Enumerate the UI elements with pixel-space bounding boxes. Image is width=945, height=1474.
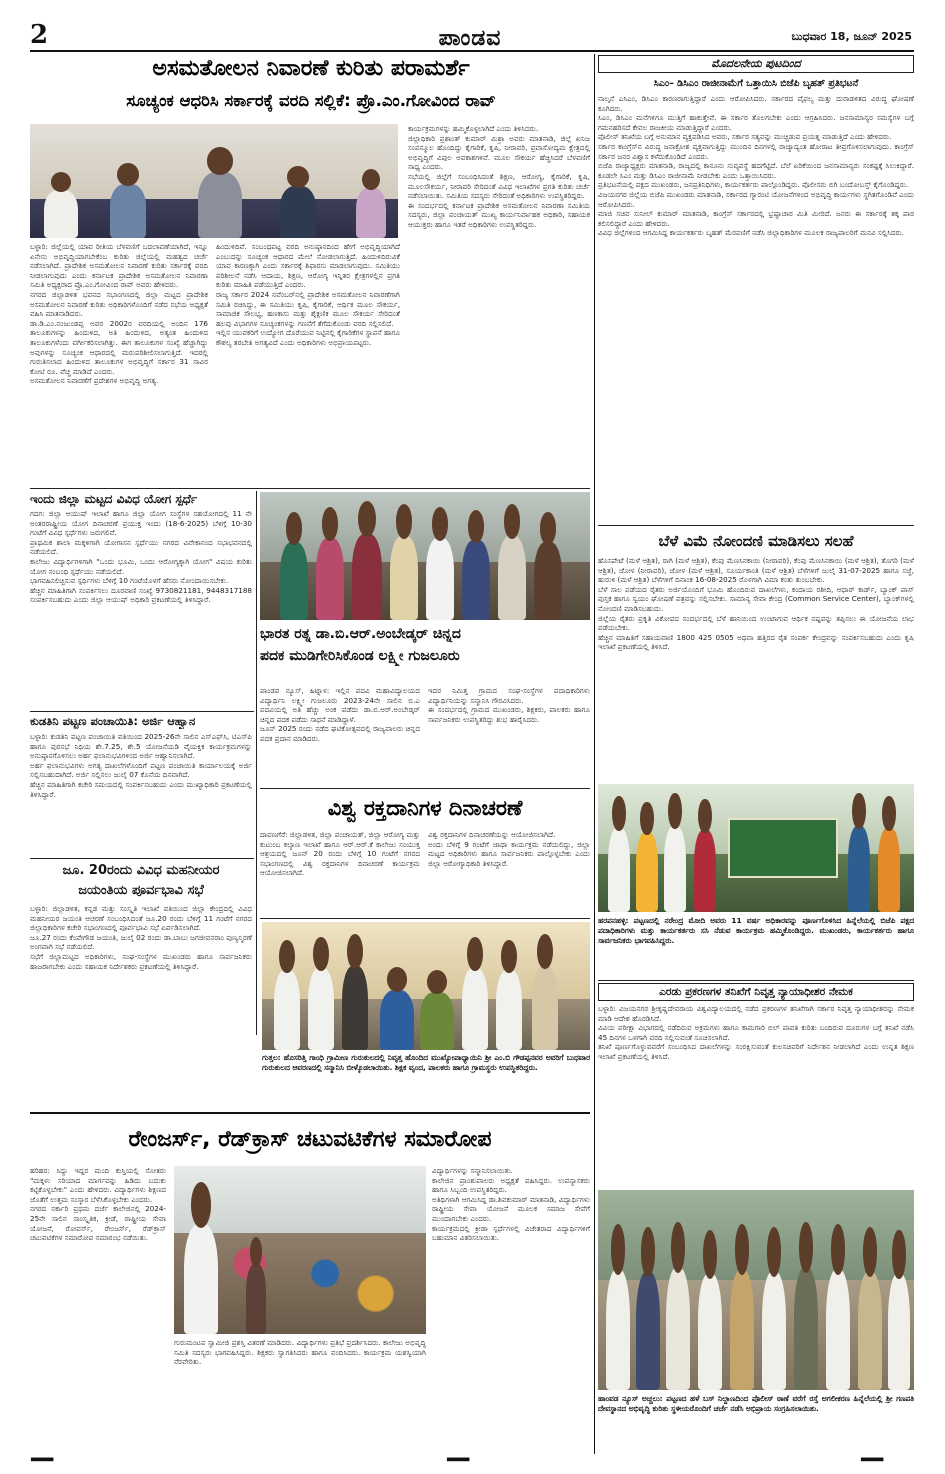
masthead: ಪಾಂಡವ [438,26,502,51]
rangers-body-bottom: ಗುರುಮಂಟಪ ಸ್ವಾಮೀಜಿ ಪ್ರಶಸ್ತಿ ವಿತರಣೆ ಮಾಡಿದರು. ವಿದ್ಯಾರ್ಥಿಗಳು ಪ್ರತಿಭೆ ಪ್ರದರ್ಶಿಸಿದರು. ಕಾಲೇಜು ಅಭಿವೃದ್ಧಿ ಸಮಿತಿ ಸದಸ್ಯರು ಭಾಗವಹಿಸಿದ್ದರು. ಶಿಕ್ಷಕರು ಸ್ವಾಗತಿಸಿದರು ಹಾಗೂ ವಂದಿಸಿದರು. ಕಾರ್ಯಕ್ರಮ ಯಶಸ್ವಿಯಾಗಿ ನೆರವೇರಿತು. [174,1338,426,1367]
lead-body-left: ಬಳ್ಳಾರಿ: ಜಿಲ್ಲೆಯಲ್ಲಿ ಯಾವ ರೀತಿಯ ಬೆಳವಣಿಗೆ ಬದಲಾವಣೆಯಾಗಿದೆ, ಇನ್ನೂ ಏನೇನು ಅಭಿವೃದ್ಧಿಯಾಗಬೇಕೆಂಬ ಕುರಿತು ಜಿಲ್ಲೆಯಲ್ಲಿ ಮಹತ್ವದ ಚರ್ಚೆ ನಡೆಸಲಾಗಿದೆ. ಪ್ರಾದೇಶಿಕ ಅಸಮತೋಲನ ನಿವಾರಣೆ ಕುರಿತು ಸರ್ಕಾರಕ್ಕೆ ವರದಿ ನೀಡಲಾಗುವುದು ಎಂದು ಕರ್ನಾಟಕ ಪ್ರಾದೇಶಿಕ ಅಸಮತೋಲನ ನಿವಾರಣಾ ಸಮಿತಿ ಅಧ್ಯಕ್ಷರಾದ ಪ್ರೊ.ಎಂ.ಗೋವಿಂದ ರಾವ್ ಅವರು ಹೇಳಿದರು. ನಗರದ ಜಿಲ್ಲಾಡಳಿತ ಭವನದ ಸಭಾಂಗಣದಲ್ಲಿ ಜಿಲ್ಲಾ ಮಟ್ಟದ ಪ್ರಾದೇಶಿಕ ಅಸಮತೋಲನ ನಿವಾರಣೆ ಕುರಿತು ಅಧಿಕಾರಿಗಳೊಂದಿಗೆ ನಡೆದ ಸಭೆಯ ಅಧ್ಯಕ್ಷತೆ ವಹಿಸಿ ಮಾತನಾಡಿದರು. ಡಾ.ಡಿ.ಎಂ.ನಂಜುಂಡಪ್ಪ ಅವರ 2002ರ ವರದಿಯಲ್ಲಿ ಅಂದಿನ 176 ತಾಲೂಕುಗಳನ್ನು ಹಿಂದುಳಿದ, ಅತಿ ಹಿಂದುಳಿದ, ಅತ್ಯಂತ ಹಿಂದುಳಿದ ತಾಲೂಕುಗಳೆಂದು ವರ್ಗೀಕರಿಸಲಾಗಿತ್ತು. ಈಗ ತಾಲೂಕುಗಳ ಸಂಖ್ಯೆ ಹೆಚ್ಚಾಗಿದ್ದು ಅವುಗಳನ್ನು ಸೂಚ್ಯಂಕ ಆಧಾರದಲ್ಲಿ ಮರುಪರಿಶೀಲಿಸಲಾಗುತ್ತಿದೆ. ಇದರಲ್ಲಿ ಗುರುತಿಸಲಾದ ಹಿಂದುಳಿದ ತಾಲೂಕುಗಳ ಅಭಿವೃದ್ಧಿಗೆ ಸರ್ಕಾರ 31 ಸಾವಿರ ಕೋಟಿ ರೂ. ವೆಚ್ಚ ಮಾಡಿದೆ ಎಂದರು. ಅಸಮತೋಲನ ನಿವಾರಣೆಗೆ ಪ್ರದೇಶಗಳ ಅಭಿವೃದ್ಧಿ ಅಗತ್ಯ. [30,242,208,386]
ambedkar-rule [260,788,590,789]
kudatini-body: ಬಳ್ಳಾರಿ: ಕುಡತಿನಿ ಪಟ್ಟಣ ಪಂಚಾಯಿತಿ ವತಿಯಿಂದ 2025-26ನೇ ಸಾಲಿನ ಎಸ್‌ಎಫ್‌ಸಿ, ಟಿಎಸ್‌ಪಿ ಹಾಗೂ ಪುರಸಭೆ ನಿಧಿಯ ಶೇ.7.25, ಶೇ.5 ಯೋಜನೆಯಡಿ ವೈಯಕ್ತಿಕ ಕಾರ್ಯಕ್ರಮಗಳನ್ನು ಅನುಷ್ಠಾನಗೊಳಿಸಲು ಅರ್ಹ ಫಲಾನುಭವಿಗಳಿಂದ ಅರ್ಜಿ ಆಹ್ವಾನಿಸಲಾಗಿದೆ. ಅರ್ಹ ಫಲಾನುಭವಿಗಳು ಅಗತ್ಯ ದಾಖಲೆಗಳೊಂದಿಗೆ ಪಟ್ಟಣ ಪಂಚಾಯಿತಿ ಕಾರ್ಯಾಲಯಕ್ಕೆ ಅರ್ಜಿ ಸಲ್ಲಿಸಬಹುದಾಗಿದೆ. ಅರ್ಜಿ ಸಲ್ಲಿಸಲು ಜುಲೈ 07 ಕೊನೆಯ ದಿನವಾಗಿದೆ. ಹೆಚ್ಚಿನ ಮಾಹಿತಿಗಾಗಿ ಕಚೇರಿ ಸಮಯದಲ್ಲಿ ಸಂಪರ್ಕಿಸಬಹುದು ಎಂದು ಮುಖ್ಯಾಧಿಕಾರಿ ಪ್ರಕಟಣೆಯಲ್ಲಿ ತಿಳಿಸಿದ್ದಾರೆ. [30,732,252,799]
lead-subheadline: ಸೂಚ್ಯಂಕ ಆಧರಿಸಿ ಸರ್ಕಾರಕ್ಕೆ ವರದಿ ಸಲ್ಲಿಕೆ: ಪ್ರೊ.ಎಂ.ಗೋವಿಂದ ರಾವ್ [126,91,496,110]
jayanti-body: ಬಳ್ಳಾರಿ: ಜಿಲ್ಲಾಡಳಿತ, ಕನ್ನಡ ಮತ್ತು ಸಂಸ್ಕೃತಿ ಇಲಾಖೆ ವತಿಯಿಂದ ಜಿಲ್ಲಾ ಕೇಂದ್ರದಲ್ಲಿ ವಿವಿಧ ಮಹನೀಯರ ಜಯಂತಿ ಆಚರಣೆ ಸಂಬಂಧಿಸಿದಂತೆ ಜೂ.20 ರಂದು ಬೆಳಿಗ್ಗೆ 11 ಗಂಟೆಗೆ ನಗರದ ಜಿಲ್ಲಾಧಿಕಾರಿಗಳ ಕಚೇರಿ ಸಭಾಂಗಣದಲ್ಲಿ ಪೂರ್ವಭಾವಿ ಸಭೆ ಏರ್ಪಡಿಸಲಾಗಿದೆ. ಜೂ.27 ರಂದು ಕೆಂಪೇಗೌಡ ಜಯಂತಿ, ಜುಲೈ 02 ರಂದು ಡಾ.ಬಾಬು ಜಗಜೀವನರಾಂ ಪುಣ್ಯಸ್ಮರಣೆ ಅಂಗವಾಗಿ ಸಭೆ ನಡೆಯಲಿದೆ. ಸಭೆಗೆ ಜಿಲ್ಲಾಮಟ್ಟದ ಅಧಿಕಾರಿಗಳು, ಸಂಘ-ಸಂಸ್ಥೆಗಳ ಮುಖಂಡರು ಹಾಗೂ ಸಾರ್ವಜನಿಕರು ಹಾಜರಾಗಬೇಕು ಎಂದು ಸಹಾಯಕ ನಿರ್ದೇಶಕರು ಪ್ರಕಟಣೆಯಲ್ಲಿ ತಿಳಿಸಿದ್ದಾರೆ. [30,904,252,971]
yoga-rule [30,711,254,712]
lead-body-middle: ಹಿಂದುಳಿದಿವೆ. ಸಂಬಂಧಪಟ್ಟ ವರದಿ ಅನುಷ್ಠಾನದಿಂದ ಹೇಗೆ ಅಭಿವೃದ್ಧಿಯಾಗಿದೆ ಎಂಬುದನ್ನು ಸೂಚ್ಯಂಕ ಆಧಾರದ ಮೇಲೆ ನೋಡಲಾಗುತ್ತಿದೆ. ಹಿಂದುಳಿದಿರುವಿಕೆ ಯಾವ ಕಾರಣಕ್ಕಾಗಿ ಎಂದು ಸರ್ಕಾರಕ್ಕೆ ಶಿಫಾರಸು ಮಾಡಲಾಗುವುದು. ಸಮಿತಿಯು ಪರಿಶೀಲನೆ ನಡೆಸಿ ಆದಾಯ, ಶಿಕ್ಷಣ, ಆರೋಗ್ಯ ಇನ್ನಿತರ ಕ್ಷೇತ್ರಗಳಲ್ಲಿನ ಪ್ರಗತಿ ಕುರಿತು ಮಾಹಿತಿ ಪಡೆಯುತ್ತಿದೆ ಎಂದರು. ರಾಜ್ಯ ಸರ್ಕಾರ 2024 ನವೆಂಬರ್‌ನಲ್ಲಿ ಪ್ರಾದೇಶಿಕ ಅಸಮತೋಲನ ನಿವಾರಣೆಗಾಗಿ ಸಮಿತಿ ರಚಿಸಿದ್ದು, ಈ ಸಮಿತಿಯು ಕೃಷಿ, ಕೈಗಾರಿಕೆ, ಆರ್ಥಿಕ ಮೂಲ ಸೌಕರ್ಯ, ಸಾಮಾಜಿಕ ಸೌಲಭ್ಯ, ಹಣಕಾಸು ಮತ್ತು ಶೈಕ್ಷಣಿಕ ಮೂಲ ಸೌಕರ್ಯ ಸೇರಿದಂತೆ ಹಲವು ವಿಭಾಗಗಳ ಸೂಚ್ಯಂಕಗಳನ್ನು ಗಣನೆಗೆ ತೆಗೆದುಕೊಂಡು ವರದಿ ಸಲ್ಲಿಸಲಿದೆ. ಇಲ್ಲಿನ ಯುವಕರಿಗೆ ಉದ್ಯೋಗ ದೊರೆಯುವ ನಿಟ್ಟಿನಲ್ಲಿ ಕೈಗಾರಿಕೆಗಳ ಸ್ಥಾಪನೆ ಹಾಗೂ ಕೌಶಲ್ಯ ತರಬೇತಿ ಅಗತ್ಯವಿದೆ ಎಂದು ಅಧಿಕಾರಿಗಳು ಅಭಿಪ್ರಾಯಪಟ್ಟರು. [216,242,400,347]
lead-body-right: ಕಾರ್ಯಕ್ರಮಗಳನ್ನು ಹಮ್ಮಿಕೊಳ್ಳಲಾಗಿದೆ ಎಂದು ತಿಳಿಸಿದರು. ಜಿಲ್ಲಾಧಿಕಾರಿ ಪ್ರಶಾಂತ್ ಕುಮಾರ್ ಮಿಶ್ರಾ ಅವರು ಮಾತನಾಡಿ, ಜಿಲ್ಲೆ ಖನಿಜ ಸಂಪನ್ಮೂಲ ಹೊಂದಿದ್ದು ಕೈಗಾರಿಕೆ, ಕೃಷಿ, ನೀರಾವರಿ, ಪ್ರವಾಸೋದ್ಯಮ ಕ್ಷೇತ್ರದಲ್ಲಿ ಅಭಿವೃದ್ಧಿಗೆ ವಿಪುಲ ಅವಕಾಶಗಳಿವೆ. ಮೂಲ ಸೌಕರ್ಯ ಹೆಚ್ಚಿಸಿದರೆ ಬೆಳವಣಿಗೆ ಸಾಧ್ಯ ಎಂದರು. ಸಭೆಯಲ್ಲಿ ಜಿಲ್ಲೆಗೆ ಸಂಬಂಧಿಸಿದಂತೆ ಶಿಕ್ಷಣ, ಆರೋಗ್ಯ, ಕೈಗಾರಿಕೆ, ಕೃಷಿ, ಮೂಲಸೌಕರ್ಯ, ನೀರಾವರಿ ಸೇರಿದಂತೆ ವಿವಿಧ ಇಲಾಖೆಗಳ ಪ್ರಗತಿ ಕುರಿತು ಚರ್ಚೆ ನಡೆಸಲಾಯಿತು. ಸಮಿತಿಯ ಸದಸ್ಯರು ಸೇರಿದಂತೆ ಅಧಿಕಾರಿಗಳು ಉಪಸ್ಥಿತರಿದ್ದರು. ಈ ಸಂದರ್ಭದಲ್ಲಿ ಕರ್ನಾಟಕ ಪ್ರಾದೇಶಿಕ ಅಸಮತೋಲನ ನಿವಾರಣಾ ಸಮಿತಿಯ ಸದಸ್ಯರು, ಜಿಲ್ಲಾ ಪಂಚಾಯತ್ ಮುಖ್ಯ ಕಾರ್ಯನಿರ್ವಾಹಕ ಅಧಿಕಾರಿ, ಸಹಾಯಕ ಆಯುಕ್ತರು ಹಾಗೂ ಇತರೆ ಅಧಿಕಾರಿಗಳು ಉಪಸ್ಥಿತರಿದ್ದರು. [408,124,590,229]
police-caption: ಹಾಂವಡ ನ್ಯೂಸ್ ಅಚ್ಚಲು: ಪಟ್ಟಣದ ಹಳೆ ಬಸ್ ನಿಲ್ದಾಣದಿಂದ ಪೊಲೀಸ್ ಠಾಣೆ ವರೆಗೆ ರಸ್ತೆ ಅಗಲೀಕರಣ ಹಿನ್ನೆಲೆಯಲ್ಲಿ ಶ್ರೀ ಗಣಪತಿ ದೇವಸ್ಥಾನದ ಅಭಿವೃದ್ಧಿ ಕುರಿತು ಸ್ಥಳೀಯರೊಂದಿಗೆ ಚರ್ಚೆ ನಡೆಸಿ ಅಭಿಪ್ರಾಯ ಸಂಗ್ರಹಿಸಲಾಯಿತು. [598,1394,914,1413]
crop-body: ಹೊಸಪೇಟೆ (ಮಳೆ ಆಶ್ರಿತ), ರಾಗಿ (ಮಳೆ ಆಶ್ರಿತ), ಕೆಂಪು ಮೆಣಸಿನಕಾಯಿ (ನೀರಾವರಿ), ಕೆಂಪು ಮೆಣಸಿನಕಾಯಿ (ಮಳೆ ಆಶ್ರಿತ), ತೊಗರಿ (ಮಳೆ ಆಶ್ರಿತ), ಜೋಳ (ನೀರಾವರಿ), ಜೋಳ (ಮಳೆ ಆಶ್ರಿತ), ಸೂರ್ಯಕಾಂತಿ (ಮಳೆ ಆಶ್ರಿತ) ಬೆಳೆಗಳಿಗೆ ಜುಲೈ 31-07-2025 ಹಾಗೂ ಸಜ್ಜೆ, ಹುರುಳಿ (ಮಳೆ ಆಶ್ರಿತ) ಬೆಳೆಗಳಿಗೆ ದಿನಾಂಕ 16-08-2025 ರೊಳಗಾಗಿ ವಿಮಾ ಕಂತು ತುಂಬಬೇಕು. ಬೆಳೆ ಸಾಲ ಪಡೆಯದ ರೈತರು ಅರ್ಜಿಯೊಂದಿಗೆ ಭೂಮಿ ಹೊಂದಿರುವ ದಾಖಲೆಗಳು, ಕಂದಾಯ ರಶೀದಿ, ಆಧಾರ್ ಕಾರ್ಡ್, ಬ್ಯಾಂಕ್ ಪಾಸ್ ಪುಸ್ತಕ ಹಾಗೂ ಸ್ವಯಂ ಘೋಷಣೆ ಪತ್ರವನ್ನು ಸಲ್ಲಿಸಬೇಕು. ಸಾಮಾನ್ಯ ಸೇವಾ ಕೇಂದ್ರ (Common Service Center), ಬ್ಯಾಂಕ್‌ಗಳಲ್ಲಿ ನೋಂದಣಿ ಮಾಡಿಸಬಹುದು. ಜಿಲ್ಲೆಯ ರೈತರು ಪ್ರಕೃತಿ ವಿಕೋಪದ ಸಂದರ್ಭದಲ್ಲಿ ಬೆಳೆ ಹಾನಿಯಿಂದ ಉಂಟಾಗುವ ಆರ್ಥಿಕ ನಷ್ಟವನ್ನು ತಪ್ಪಿಸಲು ಈ ಯೋಜನೆಯ ಲಾಭ ಪಡೆಯಬೇಕು. ಹೆಚ್ಚಿನ ಮಾಹಿತಿಗೆ ಸಹಾಯವಾಣಿ 1800 425 0505 ಅಥವಾ ಹತ್ತಿರದ ರೈತ ಸಂಪರ್ಕ ಕೇಂದ್ರವನ್ನು ಸಂಪರ್ಕಿಸಬಹುದು ಎಂದು ಕೃಷಿ ಇಲಾಖೆ ಪ್ರಕಟಣೆಯಲ್ಲಿ ತಿಳಿಸಿದೆ. [598,556,914,652]
column-rule-left [256,491,257,1035]
jayanti-headline-2: ಜಯಂತಿಯ ಪೂರ್ವಭಾವಿ ಸಭೆ [78,883,204,898]
ambedkar-headline-1: ಭಾರತ ರತ್ನ ಡಾ.ಬಿ.ಆರ್.ಅಂಬೇಡ್ಕರ್ ಚಿನ್ನದ [260,626,461,642]
continued-banner-text: ಮೊದಲನೇಯ ಪುಟದಿಂದ [711,57,801,70]
continued-rule [598,525,914,526]
lead-headline: ಅಸಮತೋಲನ ನಿವಾರಣೆ ಕುರಿತು ಪರಾಮರ್ಶೆ [152,56,470,81]
issue-date: ಬುಧವಾರ 18, ಜೂನ್ 2025 [791,30,912,43]
blood-body-left: ದಾವಣಗೆರೆ: ಜಿಲ್ಲಾಡಳಿತ, ಜಿಲ್ಲಾ ಪಂಚಾಯತ್, ಜಿಲ್ಲಾ ಆರೋಗ್ಯ ಮತ್ತು ಕುಟುಂಬ ಕಲ್ಯಾಣ ಇಲಾಖೆ ಹಾಗೂ ಆರ್.ಆರ್.ಕೆ ಕಾಲೇಜು ಸಂಯುಕ್ತ ಆಶ್ರಯದಲ್ಲಿ ಜೂನ್ 20 ರಂದು ಬೆಳಿಗ್ಗೆ 10 ಗಂಟೆಗೆ ನಗರದ ಸಭಾಂಗಣದಲ್ಲಿ ವಿಶ್ವ ರಕ್ತದಾನಿಗಳ ದಿನಾಚರಣೆ ಕಾರ್ಯಕ್ರಮ ಆಯೋಜಿಸಲಾಗಿದೆ. [260,830,420,878]
column-rule-center [594,54,595,1454]
ambedkar-body-left: ಪಾಂಡವ ನ್ಯೂಸ್, ಹಿಟ್ನಾಳ: ಇಲ್ಲಿನ ಪದವಿ ಮಹಾವಿದ್ಯಾಲಯದ ವಿದ್ಯಾರ್ಥಿನಿ ಲಕ್ಷ್ಮೀ ಗುಜಲೂರು 2023-24ನೇ ಸಾಲಿನ ಬಿ.ಎ ಪದವಿಯಲ್ಲಿ ಅತಿ ಹೆಚ್ಚು ಅಂಕ ಪಡೆದು ಡಾ.ಬಿ.ಆರ್.ಅಂಬೇಡ್ಕರ್ ಚಿನ್ನದ ಪದಕ ಪಡೆದು ಸಾಧನೆ ಮಾಡಿದ್ದಾಳೆ. ಜೂನ್ 2025 ರಂದು ನಡೆದ ಘಟಿಕೋತ್ಸವದಲ್ಲಿ ರಾಜ್ಯಪಾಲರು ಚಿನ್ನದ ಪದಕ ಪ್ರದಾನ ಮಾಡಿದರು. [260,686,420,743]
police-meeting-photo [598,1190,914,1390]
harapanahalli-caption: ಹರಪನಹಳ್ಳಿ: ಪಟ್ಟಣದಲ್ಲಿ ನರೇಂದ್ರ ಮೋದಿ ಅವರು 11 ವರ್ಷ ಅಧಿಕಾರವನ್ನು ಪೂರ್ಣಗೊಳಿಸಿದ ಹಿನ್ನೆಲೆಯಲ್ಲಿ ಬಿಜೆಪಿ ಪಕ್ಷದ ಪದಾಧಿಕಾರಿಗಳು ಮತ್ತು ಕಾರ್ಯಕರ್ತರು ಸಸಿ ನೆಡುವ ಕಾರ್ಯಕ್ರಮ ಹಮ್ಮಿಕೊಂಡಿದ್ದರು. ಮುಖಂಡರು, ಕಾರ್ಯಕರ್ತರು ಹಾಗೂ ಸಾರ್ವಜನಿಕರು ಭಾಗವಹಿಸಿದ್ದರು. [598,916,914,945]
harapanahalli-rule [598,980,914,981]
ambedkar-body-right: ಇದರ ನಿಮಿತ್ತ ಗ್ರಾಮದ ಸಂಘ-ಸಂಸ್ಥೆಗಳ ಪದಾಧಿಕಾರಿಗಳು ವಿದ್ಯಾರ್ಥಿನಿಯನ್ನು ಸನ್ಮಾನಿಸಿ ಗೌರವಿಸಿದರು. ಈ ಸಂದರ್ಭದಲ್ಲಿ ಗ್ರಾಮದ ಮುಖಂಡರು, ಶಿಕ್ಷಕರು, ಪಾಲಕರು ಹಾಗೂ ಸಾರ್ವಜನಿಕರು ಉಪಸ್ಥಿತರಿದ್ದು ಶುಭ ಹಾರೈಸಿದರು. [428,686,590,724]
yoga-body: ಗದಗ: ಜಿಲ್ಲಾ ಆಯುಷ್ ಇಲಾಖೆ ಹಾಗೂ ಜಿಲ್ಲಾ ಯೋಗ ಸಂಸ್ಥೆಗಳ ಸಹಯೋಗದಲ್ಲಿ 11 ನೇ ಅಂತರರಾಷ್ಟ್ರೀಯ ಯೋಗ ದಿನಾಚರಣೆ ಪ್ರಯುಕ್ತ ಇಂದು (18-6-2025) ಬೆಳಿಗ್ಗೆ 10-30 ಗಂಟೆಗೆ ವಿವಿಧ ಸ್ಪರ್ಧೆಗಳು ಜರುಗಲಿವೆ. ಪ್ರಾಥಮಿಕ ಶಾಲಾ ಮಕ್ಕಳಿಗಾಗಿ ಯೋಗಾಸನ ಸ್ಪರ್ಧೆಯು ನಗರದ ವಿವೇಕಾನಂದ ಸಭಾಭವನದಲ್ಲಿ ನಡೆಯಲಿದೆ. ಕಾಲೇಜು ವಿದ್ಯಾರ್ಥಿಗಳಿಗಾಗಿ "ಒಂದು ಭೂಮಿ, ಒಂದು ಆರೋಗ್ಯಕ್ಕಾಗಿ ಯೋಗ" ವಿಷಯ ಕುರಿತು ಯೋಗ ಸಂಬಂಧಿ ಸ್ಪರ್ಧೆಯು ನಡೆಯಲಿದೆ. ಭಾಗವಹಿಸಲಿಚ್ಛಿಸುವ ಸ್ಪರ್ಧಿಗಳು ಬೆಳಿಗ್ಗೆ 10 ಗಂಟೆಯೊಳಗೆ ಹೆಸರು ನೋಂದಾಯಿಸಬೇಕು. ಹೆಚ್ಚಿನ ಮಾಹಿತಿಗಾಗಿ ಸಂಪರ್ಕಿಸಲು ದೂರವಾಣಿ ಸಂಖ್ಯೆ 9730821181, 9448317188 ಸಂಪರ್ಕಿಸಬಹುದು ಎಂದು ಜಿಲ್ಲಾ ಆಯುಷ್ ಅಧಿಕಾರಿ ಪ್ರಕಟಣೆಯಲ್ಲಿ ತಿಳಿಸಿದ್ದಾರೆ. [30,509,252,605]
blood-headline: ವಿಶ್ವ ರಕ್ತದಾನಿಗಳ ದಿನಾಚರಣೆ [327,796,523,820]
guttala-felicitation-photo [262,922,590,1050]
guttala-caption: ಗುತ್ತಲ: ಹೊಸರಿತ್ತಿ ಗಾಂಧಿ ಗ್ರಾಮೀಣ ಗುರುಕುಲದಲ್ಲಿ ನಿವೃತ್ತ ಹೊಂದಿದ ಮುಖ್ಯೋಪಾಧ್ಯಾಯಿನಿ ಶ್ರೀ ಎಂ.ಬಿ ಗೌಡಪ್ಪನವರ ಅವರಿಗೆ ಬುಧವಾರ ಗುರುಕುಲದ ಆವರಣದಲ್ಲಿ ಸನ್ಮಾನಿಸಿ ಬೀಳ್ಕೊಡಲಾಯಿತು. ಶಿಕ್ಷಕ ವೃಂದ, ಪಾಲಕರು ಹಾಗೂ ಗ್ರಾಮಸ್ಥರು ಉಪಸ್ಥಿತರಿದ್ದರು. [262,1053,590,1072]
rangers-headline: ರೇಂಜರ್ಸ್, ರೆಡ್‌ಕ್ರಾಸ್ ಚಟುವಟಿಕೆಗಳ ಸಮಾರೋಪ [128,1127,492,1152]
harapanahalli-photo [598,784,914,912]
header-rule [30,50,914,52]
judge-headline: ಎರಡು ಪ್ರಕರಣಗಳ ತನಿಖೆಗೆ ನಿವೃತ್ತ ನ್ಯಾಯಾಧೀಶರ ನೇಮಕ [659,986,853,998]
continued-body: ನಾಲ್ಕನೆ ಎಸಿಎಂ, ಡಿಸಿಎಂ ಕಾರಣರಾಗುತ್ತಿದ್ದಾರೆ ಎಂದು ಆರೋಪಿಸಿದರು. ಸರ್ಕಾರದ ವೈಫಲ್ಯ ಮತ್ತು ದುರಾಡಳಿತದ ವಿರುದ್ಧ ಘೋಷಣೆ ಕೂಗಿದರು. ಸಿಎಂ, ಡಿಸಿಎಂ ಮನೆಗಳಿಗೂ ಮುತ್ತಿಗೆ ಹಾಕುತ್ತೇವೆ. ಈ ಸರ್ಕಾರ ತೊಲಗಬೇಕು ಎಂದು ಆಗ್ರಹಿಸಿದರು. ಜನಸಾಮಾನ್ಯರ ಸಮಸ್ಯೆಗಳ ಬಗ್ಗೆ ಗಮನಹರಿಸದೆ ಕೇವಲ ರಾಜಕೀಯ ಮಾಡುತ್ತಿದ್ದಾರೆ ಎಂದರು. ಪೊಲೀಸ್ ತನಿಖೆಯ ಬಗ್ಗೆ ಅನುಮಾನ ವ್ಯಕ್ತಪಡಿಸಿದ ಅವರು, ಸರ್ಕಾರ ಸತ್ಯವನ್ನು ಮುಚ್ಚಿಡುವ ಪ್ರಯತ್ನ ಮಾಡುತ್ತಿದೆ ಎಂದು ಹೇಳಿದರು. ಸರ್ಕಾರ ಕಾಂಗ್ರೆಸ್‌ನ ವಿರುದ್ಧ ಜನಾಕ್ರೋಶ ವ್ಯಕ್ತವಾಗುತ್ತಿದ್ದು ಮುಂದಿನ ದಿನಗಳಲ್ಲಿ ರಾಜ್ಯಾದ್ಯಂತ ಹೋರಾಟ ತೀವ್ರಗೊಳಿಸಲಾಗುವುದು. ಕಾಂಗ್ರೆಸ್ ಸರ್ಕಾರ ಜನರ ವಿಶ್ವಾಸ ಕಳೆದುಕೊಂಡಿದೆ ಎಂದರು. ಬಿಜೆಪಿ ರಾಜ್ಯಾಧ್ಯಕ್ಷರು ಮಾತನಾಡಿ, ರಾಜ್ಯದಲ್ಲಿ ಕಾನೂನು ಸುವ್ಯವಸ್ಥೆ ಹದಗೆಟ್ಟಿದೆ. ಬೆಲೆ ಏರಿಕೆಯಿಂದ ಜನಸಾಮಾನ್ಯರು ಸಂಕಷ್ಟಕ್ಕೆ ಸಿಲುಕಿದ್ದಾರೆ. ಕೂಡಲೇ ಸಿಎಂ ಮತ್ತು ಡಿಸಿಎಂ ರಾಜೀನಾಮೆ ನೀಡಬೇಕು ಎಂದು ಒತ್ತಾಯಿಸಿದರು. ಪ್ರತಿಭಟನೆಯಲ್ಲಿ ಪಕ್ಷದ ಮುಖಂಡರು, ಜನಪ್ರತಿನಿಧಿಗಳು, ಕಾರ್ಯಕರ್ತರು ಪಾಲ್ಗೊಂಡಿದ್ದರು. ಪೊಲೀಸರು ಬಿಗಿ ಬಂದೋಬಸ್ತ್ ಕೈಗೊಂಡಿದ್ದರು. ವಿಜಯನಗರ ಜಿಲ್ಲೆಯ ಬಿಜೆಪಿ ಮುಖಂಡರು ಮಾತನಾಡಿ, ಸರ್ಕಾರದ ಗ್ಯಾರಂಟಿ ಯೋಜನೆಗಳಿಂದ ಅಭಿವೃದ್ಧಿ ಕಾರ್ಯಗಳು ಸ್ಥಗಿತಗೊಂಡಿವೆ ಎಂದು ಆರೋಪಿಸಿದರು. ಮಾಜಿ ಸಚಿವ ಸುನೀಲ್ ಕುಮಾರ್ ಮಾತನಾಡಿ, ಕಾಂಗ್ರೆಸ್ ಸರ್ಕಾರದಲ್ಲಿ ಭ್ರಷ್ಟಾಚಾರ ಮಿತಿ ಮೀರಿದೆ. ಜನರು ಈ ಸರ್ಕಾರಕ್ಕೆ ತಕ್ಕ ಪಾಠ ಕಲಿಸಲಿದ್ದಾರೆ ಎಂದು ಹೇಳಿದರು. ವಿವಿಧ ಜಿಲ್ಲೆಗಳಿಂದ ಆಗಮಿಸಿದ್ದ ಕಾರ್ಯಕರ್ತರು ಬೃಹತ್ ಮೆರವಣಿಗೆ ನಡೆಸಿ ಜಿಲ್ಲಾಧಿಕಾರಿಗಳ ಮೂಲಕ ರಾಜ್ಯಪಾಲರಿಗೆ ಮನವಿ ಸಲ್ಲಿಸಿದರು. [598,94,914,238]
footer-left-mark: ▬▬▬ [30,1454,53,1465]
kudatini-headline: ಕುಡತಿನಿ ಪಟ್ಟಣ ಪಂಚಾಯಿತಿ: ಅರ್ಜಿ ಆಹ್ವಾನ [30,714,196,728]
blood-rule [260,918,590,919]
lower-rule [30,1112,590,1114]
rangers-body-right: ವಿದ್ಯಾರ್ಥಿಗಳನ್ನು ಸನ್ಮಾನಿಸಲಾಯಿತು. ಕಾಲೇಜಿನ ಪ್ರಾಂಶುಪಾಲರು ಅಧ್ಯಕ್ಷತೆ ವಹಿಸಿದ್ದರು. ಉಪನ್ಯಾಸಕರು ಹಾಗೂ ಸಿಬ್ಬಂದಿ ಉಪಸ್ಥಿತರಿದ್ದರು. ಅತಿಥಿಗಳಾಗಿ ಆಗಮಿಸಿದ್ದ ಡಾ.ಶಿವಕುಮಾರ್ ಮಾತನಾಡಿ, ವಿದ್ಯಾರ್ಥಿಗಳು ರಾಷ್ಟ್ರೀಯ ಸೇವಾ ಯೋಜನೆ ಮೂಲಕ ಸಮಾಜ ಸೇವೆಗೆ ಮುಂದಾಗಬೇಕು ಎಂದರು. ಕಾರ್ಯಕ್ರಮದಲ್ಲಿ ಕ್ರೀಡಾ ಸ್ಪರ್ಧೆಗಳಲ್ಲಿ ವಿಜೇತರಾದ ವಿದ್ಯಾರ್ಥಿಗಳಿಗೆ ಬಹುಮಾನ ವಿತರಿಸಲಾಯಿತು. [432,1166,590,1243]
yoga-headline: ಇಂದು ಜಿಲ್ಲಾ ಮಟ್ಟದ ವಿವಿಧ ಯೋಗ ಸ್ಪರ್ಧೆ [30,492,198,506]
lead-rule [30,488,590,489]
footer-center-mark: ▬▬▬ [446,1454,469,1465]
continued-subheadline: ಸಿಎಂ– ಡಿಸಿಎಂ ರಾಜೀನಾಮೆಗೆ ಒತ್ತಾಯಿಸಿ ಬಿಜೆಪಿ ಬೃಹತ್ ಪ್ರತಿಭಟನೆ [653,78,859,89]
kudatini-rule [30,858,254,859]
blood-body-right: ವಿಶ್ವ ರಕ್ತದಾನಿಗಳ ದಿನಾಚರಣೆಯನ್ನು ಆಯೋಜಿಸಲಾಗಿದೆ. ಅಂದು ಬೆಳಿಗ್ಗೆ 9 ಗಂಟೆಗೆ ಜಾಥಾ ಕಾರ್ಯಕ್ರಮ ನಡೆಯಲಿದ್ದು, ಜಿಲ್ಲಾ ಮಟ್ಟದ ಅಧಿಕಾರಿಗಳು ಹಾಗೂ ಸಾರ್ವಜನಿಕರು ಪಾಲ್ಗೊಳ್ಳಬೇಕು ಎಂದು ಜಿಲ್ಲಾ ಆರೋಗ್ಯಾಧಿಕಾರಿ ತಿಳಿಸಿದ್ದಾರೆ. [428,830,590,868]
rangers-event-photo [174,1166,426,1334]
page-number: 2 [30,20,49,50]
lead-meeting-photo [30,124,398,238]
ambedkar-headline-2: ಪದಕ ಮುಡಿಗೇರಿಸಿಕೊಂಡ ಲಕ್ಷ್ಮೀ ಗುಜಲೂರು [260,648,460,664]
judge-body: ಬಳ್ಳಾರಿ: ವಿಜಯನಗರ ಶ್ರೀಕೃಷ್ಣದೇವರಾಯ ವಿಶ್ವವಿದ್ಯಾಲಯದಲ್ಲಿ ನಡೆದ ಪ್ರಕರಣಗಳ ತನಿಖೆಗಾಗಿ ಸರ್ಕಾರ ನಿವೃತ್ತ ನ್ಯಾಯಾಧೀಶರನ್ನು ನೇಮಕ ಮಾಡಿ ಆದೇಶ ಹೊರಡಿಸಿದೆ. ವಿವಿಯ ಪರೀಕ್ಷಾ ವಿಭಾಗದಲ್ಲಿ ನಡೆದಿರುವ ಅಕ್ರಮಗಳು ಹಾಗೂ ಕಾಮಗಾರಿ ಬಿಲ್ ಪಾವತಿ ಕುರಿತು ಬಂದಿರುವ ದೂರುಗಳ ಬಗ್ಗೆ ತನಿಖೆ ನಡೆಸಿ 45 ದಿನಗಳ ಒಳಗಾಗಿ ವರದಿ ಸಲ್ಲಿಸುವಂತೆ ಸೂಚಿಸಲಾಗಿದೆ. ತನಿಖೆ ಪೂರ್ಣಗೊಳ್ಳುವವರೆಗೆ ಸಂಬಂಧಿಸಿದ ದಾಖಲೆಗಳನ್ನು ಸಂರಕ್ಷಿಸುವಂತೆ ಕುಲಸಚಿವರಿಗೆ ನಿರ್ದೇಶನ ನೀಡಲಾಗಿದೆ ಎಂದು ಉನ್ನತ ಶಿಕ್ಷಣ ಇಲಾಖೆ ಪ್ರಕಟಣೆಯಲ್ಲಿ ತಿಳಿಸಿದೆ. [598,1004,914,1061]
footer-right-mark: ▬▬▬ [860,1454,883,1465]
jayanti-headline-1: ಜೂ. 20ರಂದು ವಿವಿಧ ಮಹನೀಯರ [62,863,220,878]
ambedkar-group-photo [260,492,590,620]
rangers-body-left: ಹರಿಹರ: ಸಿದ್ದು ಇದ್ದರ ಮಂದಿ ಕುಸ್ತಿಯಲ್ಲಿ ಸೋತರು "ಮಕ್ಕಳು ಸರಿಯಾದ ಮಾರ್ಗವನ್ನು ಹಿಡಿದು ಬದುಕು ಕಟ್ಟಿಕೊಳ್ಳಬೇಕು" ಎಂದು ಹೇಳಿದರು. ವಿದ್ಯಾರ್ಥಿಗಳು ಶಿಕ್ಷಣದ ಜೊತೆಗೆ ಉತ್ತಮ ಸಂಸ್ಕಾರ ಬೆಳೆಸಿಕೊಳ್ಳಬೇಕು ಎಂದರು. ನಗರದ ಸರ್ಕಾರಿ ಪ್ರಥಮ ದರ್ಜೆ ಕಾಲೇಜಿನಲ್ಲಿ 2024-25ನೇ ಸಾಲಿನ ಸಾಂಸ್ಕೃತಿಕ, ಕ್ರೀಡೆ, ರಾಷ್ಟ್ರೀಯ ಸೇವಾ ಯೋಜನೆ, ರೋವರ್ಸ್, ರೇಂಜರ್ಸ್, ರೆಡ್‌ಕ್ರಾಸ್ ಚಟುವಟಿಕೆಗಳ ಸಮಾರೋಪ ಸಮಾರಂಭ ನಡೆಯಿತು. [30,1166,166,1243]
crop-headline: ಬೆಳೆ ವಿಮೆ ನೋಂದಣಿ ಮಾಡಿಸಲು ಸಲಹೆ [658,532,854,550]
